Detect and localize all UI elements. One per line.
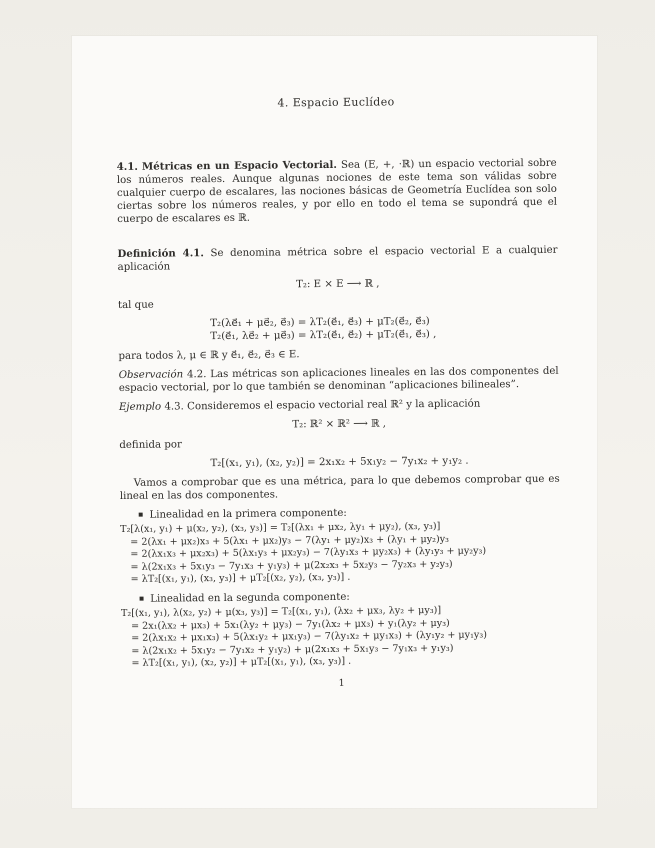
- section-intro: Sea (E, +, ·ℝ) un espacio vectorial sobre los números reales. Aunque algunas nociones de este tema son válidas sobre cualquier cuerpo de escalares, las nociones básicas de Geometría Euclídea son solo ciertas sobre los números reales, y por ello en todo el tema se supondrá que el cuerpo de escalares es ℝ.: [116, 157, 558, 225]
- definida-por: definida por: [119, 439, 182, 451]
- definition-text: Se denomina métrica sobre el espacio vectorial E a cualquier aplicación: [117, 244, 558, 273]
- bullet1-line-2: = 2(λx₁x₃ + μx₂x₃) + 5(λx₁y₃ + μx₂y₃) − 7(λy₁x₃ + μy₂x₃) + (λy₁y₃ + μy₂y₃): [130, 545, 487, 561]
- bullet1-line-1: = 2(λx₁ + μx₂)x₃ + 5(λx₁ + μx₂)y₃ − 7(λy₁ + μy₂)x₃ + (λy₁ + μy₂)y₃: [130, 533, 450, 548]
- example-paragraph: [119, 397, 559, 414]
- definition-eq-2: T₂(e⃗₁, λe⃗₂ + μe⃗₃) = λT₂(e⃗₁, e⃗₂) + μT₂(e⃗₁, e⃗₃) ,: [210, 328, 437, 343]
- example-text: Consideremos el espacio vectorial real ℝ² y la aplicación: [187, 398, 481, 413]
- example-number: 4.3.: [164, 401, 184, 413]
- section-paragraph: [117, 157, 558, 226]
- bullet2-line-3: = λ(2x₁x₂ + 5x₁y₂ − 7y₁x₂ + y₁y₂) + μ(2x₁x₃ + 5x₁y₃ − 7y₁x₃ + y₁y₃): [131, 642, 454, 657]
- definition-equations: [210, 314, 558, 343]
- bullet1-line-0: T₂[λ(x₁, y₁) + μ(x₂, y₂), (x₃, y₃)] = T₂[(λx₁ + μx₂, λy₁ + μy₂), (x₃, y₃)]: [120, 520, 441, 535]
- observation-label: Observación: [118, 369, 184, 381]
- definition-eq-1: T₂(λe⃗₁ + μe⃗₂, e⃗₃) = λT₂(e⃗₁, e⃗₃) + μT₂(e⃗₂, e⃗₃): [210, 315, 430, 330]
- example-formula: T₂[(x₁, y₁), (x₂, y₂)] = 2x₁x₂ + 5x₁y₂ − 7y₁x₂ + y₁y₂ .: [210, 455, 469, 470]
- page-content: [116, 94, 562, 692]
- example-label: Ejemplo: [118, 401, 162, 413]
- observation-paragraph: [119, 365, 559, 395]
- definition-label: Definición 4.1.: [117, 247, 204, 260]
- definition-paragraph: [117, 244, 557, 274]
- example-map: T₂: ℝ² × ℝ² ⟶ ℝ ,: [292, 418, 387, 431]
- definition-map: T₂: E × E ⟶ ℝ ,: [296, 278, 380, 291]
- bullet2-derivation: [121, 604, 562, 671]
- section-number: 4.1.: [116, 160, 139, 173]
- section-title: Métricas en un Espacio Vectorial.: [141, 158, 337, 173]
- bullet-first-component: ▪ Linealidad en la primera componente:: [138, 505, 560, 522]
- tal-que: tal que: [117, 299, 154, 311]
- bullet2-line-1: = 2x₁(λx₂ + μx₃) + 5x₁(λy₂ + μy₃) − 7y₁(λx₂ + μx₃) + y₁(λy₂ + μy₃): [131, 617, 450, 632]
- page-number: 1: [338, 677, 345, 689]
- document-page: [72, 36, 597, 808]
- observation-number: 4.2.: [186, 369, 207, 381]
- bullet1-derivation: [120, 520, 561, 587]
- bullet2-line-4: = λT₂[(x₁, y₁), (x₂, y₂)] + μT₂[(x₁, y₁), (x₃, y₃)] .: [131, 656, 352, 670]
- bullet2-line-2: = 2(λx₁x₂ + μx₁x₃) + 5(λx₁y₂ + μx₁y₃) − 7(λy₁x₂ + μy₁x₃) + (λy₁y₂ + μy₁y₃): [131, 629, 487, 645]
- bullet2-line-0: T₂[(x₁, y₁), λ(x₂, y₂) + μ(x₃, y₃)] = T₂[(x₁, y₁), (λx₂ + μx₃, λy₂ + μy₃)]: [120, 604, 442, 619]
- bullet1-line-3: = λ(2x₁x₃ + 5x₁y₃ − 7y₁x₃ + y₁y₃) + μ(2x₂x₃ + 5x₂y₃ − 7y₂x₃ + y₂y₃): [130, 558, 453, 573]
- chapter-heading: 4. Espacio Euclídeo: [277, 95, 395, 110]
- bullet-second-component: ▪ Linealidad en la segunda componente:: [139, 589, 561, 606]
- bullet1-line-4: = λT₂[(x₁, y₁), (x₃, y₃)] + μT₂[(x₂, y₂), (x₃, y₃)] .: [130, 572, 351, 586]
- example-paragraph-2: Vamos a comprobar que es una métrica, para lo que debemos comprobar que es lineal en las dos componentes.: [119, 473, 560, 502]
- observation-text: Las métricas son aplicaciones lineales en las dos componentes del espacio vectorial, por lo que también se denominan “aplicaciones bilineales”.: [118, 365, 559, 394]
- para-todos: para todos λ, μ ∈ ℝ y e⃗₁, e⃗₂, e⃗₃ ∈ E.: [118, 349, 300, 362]
